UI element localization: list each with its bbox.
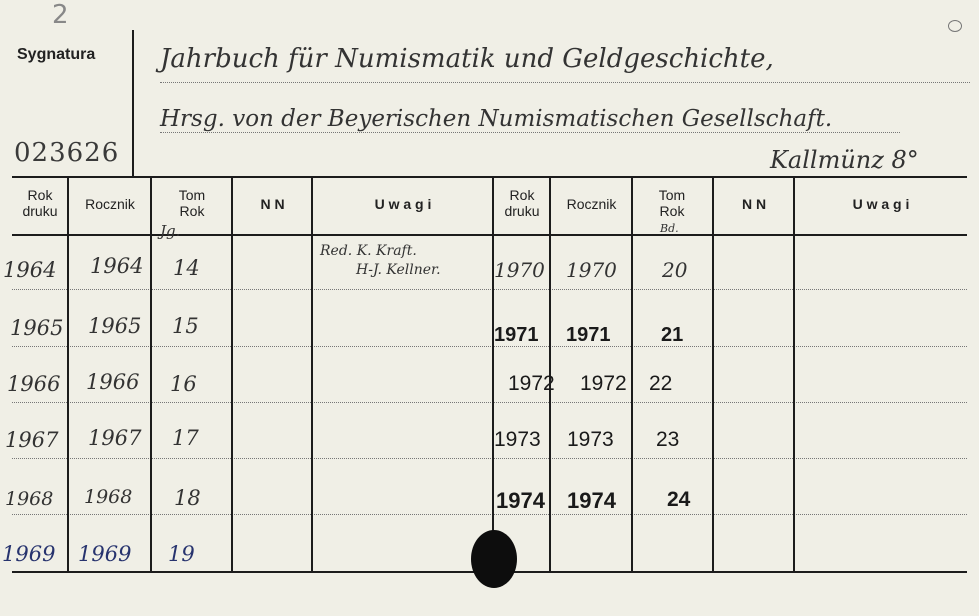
remarks-line-2: H-J. Kellner. [356, 262, 441, 278]
header-tom-rok: Tom Rok [178, 187, 206, 219]
header-rok-druku: Rok druku [504, 187, 540, 219]
sygnatura-label: Sygnatura [17, 46, 96, 63]
col-line [231, 176, 233, 573]
right-rok: 1972 [508, 372, 555, 395]
call-number: 023626 [14, 138, 120, 168]
tom-annotation-left: Jg. [160, 222, 181, 240]
col-line [311, 176, 313, 573]
left-tom: 17 [172, 426, 199, 450]
right-rok: 1973 [494, 428, 541, 451]
header-nn: N N [741, 196, 767, 212]
left-tom: 15 [172, 314, 199, 338]
col-line [67, 176, 69, 573]
col-line [492, 176, 494, 573]
left-tom: 19 [168, 542, 195, 566]
right-rocznik: 1974 [567, 488, 616, 513]
left-rok: 1969 [2, 542, 56, 566]
left-rocznik: 1968 [84, 486, 133, 508]
header-uwagi: U w a g i [852, 196, 910, 212]
right-rok: 1971 [494, 324, 539, 346]
right-rocznik: 1970 [566, 258, 617, 282]
header-rok-druku: Rok druku [22, 187, 58, 219]
header-tom-rok: Tom Rok [658, 187, 686, 219]
table-top-line [12, 176, 967, 178]
right-rok: 1974 [496, 488, 545, 513]
row-line [12, 402, 967, 403]
row-line [12, 289, 967, 290]
row-line [12, 514, 967, 515]
left-rok: 1965 [10, 316, 64, 340]
left-tom: 18 [174, 486, 201, 510]
place-format: Kallmünz 8° [770, 146, 919, 174]
right-tom: 24 [667, 488, 691, 511]
pencil-mark: 2 [52, 0, 69, 30]
row-line [12, 458, 967, 459]
header-nn: N N [260, 196, 285, 212]
left-rok: 1966 [7, 372, 61, 396]
col-line [712, 176, 714, 573]
right-tom: 21 [661, 324, 684, 346]
small-ring-mark [948, 20, 962, 32]
left-rok: 1967 [5, 428, 59, 452]
header-rocznik: Rocznik [85, 196, 135, 212]
right-tom: 22 [649, 372, 673, 395]
left-rok: 1964 [3, 258, 57, 282]
title-dotted-line-2 [160, 132, 900, 133]
left-rocznik: 1969 [78, 542, 132, 566]
left-tom: 16 [170, 372, 197, 396]
col-line [150, 176, 152, 573]
left-rok: 1968 [5, 488, 54, 510]
header-rocznik: Rocznik [566, 196, 617, 212]
header-divider [132, 30, 134, 176]
right-tom: 23 [656, 428, 680, 451]
title-line-2: Hrsg. von der Beyerischen Numismatischen Gesellschaft. [160, 106, 833, 132]
col-line [793, 176, 795, 573]
left-tom: 14 [173, 256, 200, 280]
title-line-1: Jahrbuch für Numismatik und Geldgeschichte, [160, 44, 774, 74]
right-rocznik: 1972 [580, 372, 627, 395]
left-rocznik: 1965 [88, 314, 142, 338]
header-uwagi: U w a g i [374, 196, 432, 212]
row-line [12, 346, 967, 347]
right-rocznik: 1971 [566, 324, 611, 346]
table-header-line [12, 234, 967, 236]
right-rok: 1970 [494, 258, 545, 282]
tom-annotation-right: Bd. [660, 222, 679, 235]
left-rocznik: 1967 [88, 426, 142, 450]
left-rocznik: 1964 [90, 254, 144, 278]
punch-hole [471, 530, 517, 588]
remarks-line-1: Red. K. Kraft. [320, 243, 417, 259]
col-line [631, 176, 633, 573]
right-tom: 20 [662, 258, 688, 282]
right-rocznik: 1973 [567, 428, 614, 451]
title-dotted-line-1 [160, 82, 970, 83]
left-rocznik: 1966 [86, 370, 140, 394]
